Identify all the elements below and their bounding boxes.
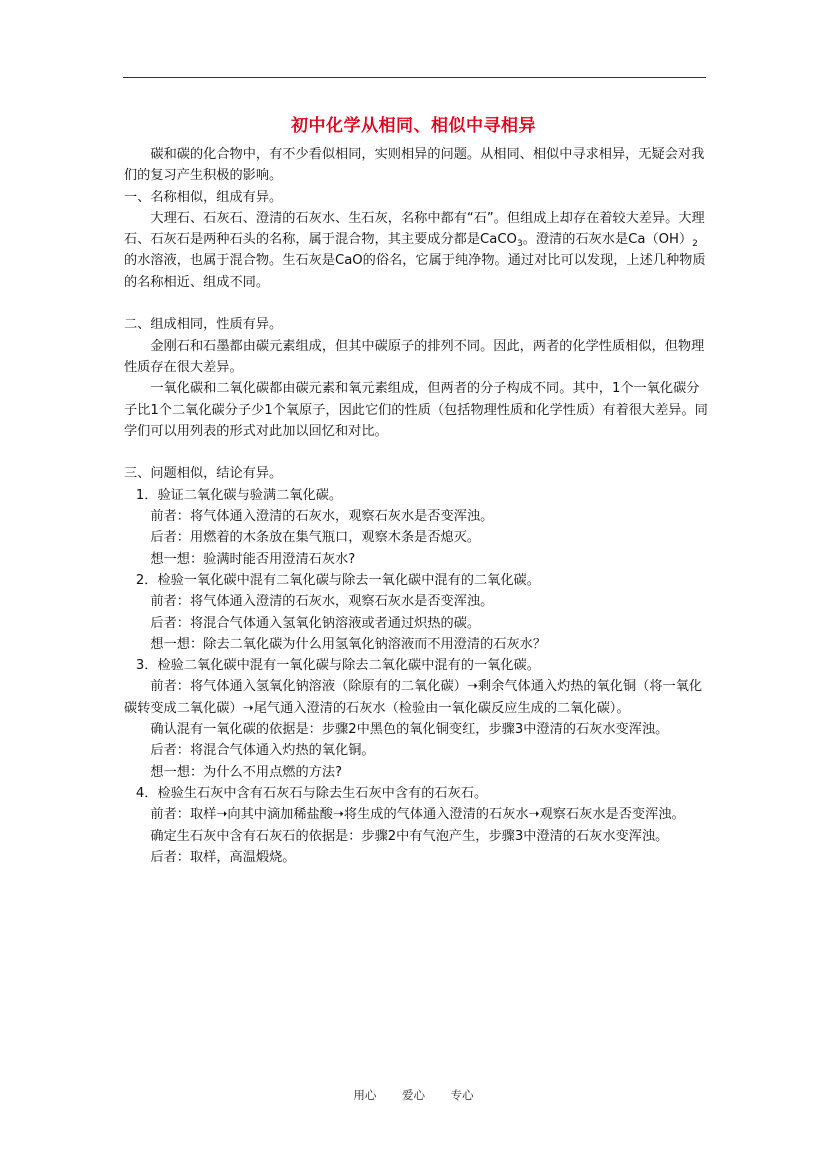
section1-text-c: 的水溶液，也属于混合物。生石灰是CaO的俗名，它属于纯净物。通过对比可以发现，上述几种物质的名称相近、组成不同。 (124, 253, 706, 290)
spacer (124, 293, 710, 314)
subscript-2: 2 (692, 239, 698, 250)
q1-think: 想一想：验满时能否用澄清石灰水? (150, 551, 356, 567)
section2-paragraph-1: 金刚石和石墨都由碳元素组成，但其中碳原子的排列不同。因此，两者的化学性质相似，但物理性质存在很大差异。 (124, 338, 705, 375)
section2-heading: 二、组成相同，性质有异。 (124, 317, 283, 333)
subscript-3: 3 (516, 239, 523, 250)
intro-paragraph: 碳和碳的化合物中，有不少看似相同，实则相异的问题。从相同、相似中寻求相异，无疑会对我们的复习产生积极的影响。 (124, 147, 705, 184)
section1-paragraph (124, 208, 710, 293)
q4-title: 4．检验生石灰中含有石灰石与除去生石灰中含有的石灰石。 (135, 785, 488, 801)
q4-confirm: 确定生石灰中含有石灰石的依据是：步骤2中有气泡产生，步骤3中澄清的石灰水变浑浊。 (150, 828, 669, 844)
header-rule (123, 77, 706, 78)
q4-former: 前者：取样➝向其中滴加稀盐酸➝将生成的气体通入澄清的石灰水➝观察石灰水是否变浑浊。 (150, 807, 685, 823)
section1-text-b: 。澄清的石灰水是Ca（OH） (522, 232, 693, 248)
document-body (124, 144, 710, 868)
document-title: 初中化学从相同、相似中寻相异 (291, 116, 536, 136)
q4-latter: 后者：取样，高温煅烧。 (150, 849, 296, 865)
spacer (124, 442, 710, 463)
q3-title: 3．检验二氧化碳中混有一氧化碳与除去二氧化碳中混有的一氧化碳。 (135, 658, 540, 674)
footer-item: 用心 (353, 1088, 377, 1102)
q2-think: 想一想：除去二氧化碳为什么用氢氧化钠溶液而不用澄清的石灰水？ (150, 636, 547, 652)
footer-item: 专心 (450, 1088, 474, 1102)
q2-latter: 后者：将混合气体通入氢氧化钠溶液或者通过炽热的碳。 (150, 615, 481, 631)
q3-think: 想一想：为什么不用点燃的方法? (150, 764, 343, 780)
q3-latter: 后者：将混合气体通入灼热的氧化铜。 (150, 743, 375, 759)
q1-latter: 后者：用燃着的木条放在集气瓶口，观察木条是否熄灭。 (150, 530, 481, 546)
section1-text-a: 大理石、石灰石、澄清的石灰水、生石灰，名称中都有“石”。但组成上却存在着较大差异。大理石、石灰石是两种石头的名称，属于混合物，其主要成分都是CaCO (124, 210, 705, 248)
q1-former: 前者：将气体通入澄清的石灰水，观察石灰水是否变浑浊。 (150, 509, 494, 525)
q1-title: 1．验证二氧化碳与验满二氧化碳。 (135, 487, 343, 503)
section2-paragraph-2: 一氧化碳和二氧化碳都由碳元素和氧元素组成，但两者的分子构成不同。其中，1个一氧化碳分子比1个二氧化碳分子少1个氧原子，因此它们的性质（包括物理性质和化学性质）有着很大差异。同学们可以用列表的形式对此加以回忆和对比。 (124, 381, 708, 439)
q3-former: 前者：将气体通入氢氧化钠溶液（除原有的二氧化碳）➝剩余气体通入灼热的氧化铜（将一氧化碳转变成二氧化碳）➝尾气通入澄清的石灰水（检验由一氧化碳反应生成的二氧化碳）。 (124, 679, 703, 716)
page-footer (0, 1087, 827, 1103)
section1-heading: 一、名称相似，组成有异。 (124, 189, 283, 205)
footer-item: 爱心 (402, 1088, 425, 1102)
section3-heading: 三、问题相似，结论有异。 (124, 466, 283, 482)
q2-title: 2．检验一氧化碳中混有二氧化碳与除去一氧化碳中混有的二氧化碳。 (135, 572, 540, 588)
q3-confirm: 确认混有一氧化碳的依据是：步骤2中黑色的氧化铜变红，步骤3中澄清的石灰水变浑浊。 (150, 722, 669, 738)
q2-former: 前者：将气体通入澄清的石灰水，观察石灰水是否变浑浊。 (150, 594, 494, 610)
